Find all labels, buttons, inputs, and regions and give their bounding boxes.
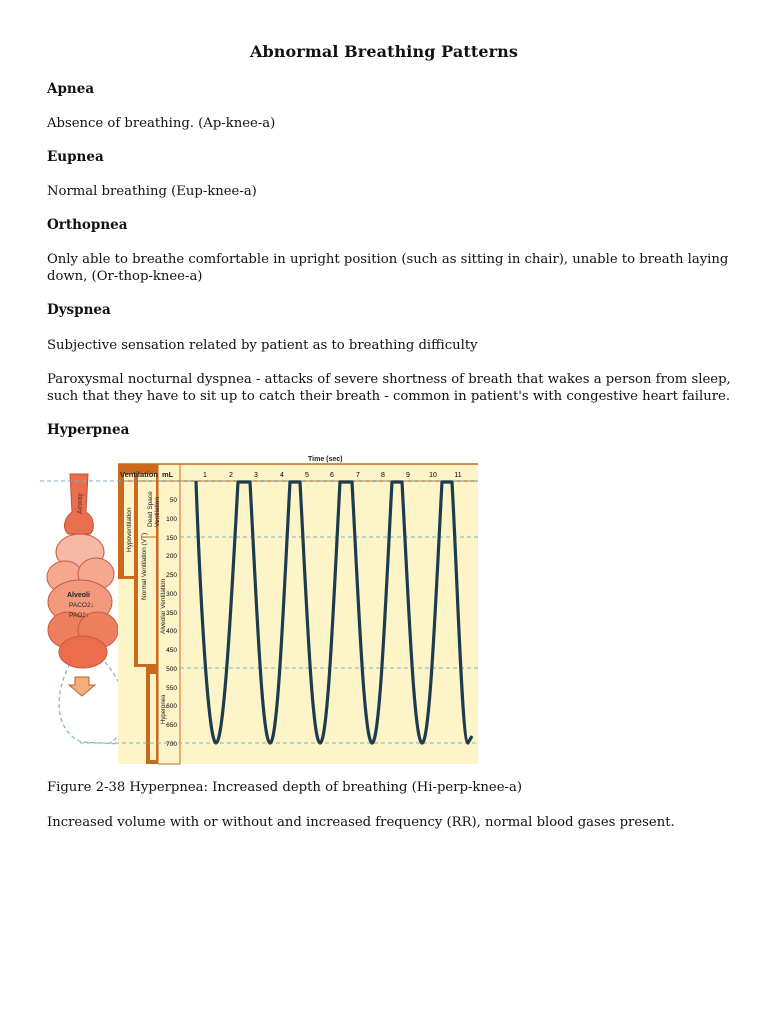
figure-caption: Figure 2-38 Hyperpnea: Increased depth of breathing (Hi-perp-knee-a) bbox=[47, 780, 522, 795]
time-tick: 5 bbox=[305, 472, 309, 479]
hyperpnea-figure bbox=[40, 452, 480, 767]
paragraph-hyperpnea: Increased volume with or without and increased frequency (RR), normal blood gases present. bbox=[47, 815, 675, 830]
hyperpnea-band bbox=[150, 674, 156, 760]
time-axis-label: Time (sec) bbox=[308, 456, 343, 463]
hyperpnea-diagram bbox=[40, 452, 480, 767]
time-tick: 11 bbox=[454, 472, 462, 479]
ml-tick: 100 bbox=[166, 516, 177, 523]
exhale-arrow-icon bbox=[69, 677, 95, 696]
paragraph-dyspnea-2: Paroxysmal nocturnal dyspnea - attacks of severe shortness of breath that wakes a person from sleep, such that they have to sit up to catch their breath - common in patient's with congestive heart failure. bbox=[47, 372, 731, 404]
ml-tick: 550 bbox=[166, 685, 177, 692]
heading-hyperpnea: Hyperpnea bbox=[47, 422, 130, 438]
ml-tick: 500 bbox=[166, 666, 177, 673]
ml-tick: 50 bbox=[169, 497, 177, 504]
time-tick: 10 bbox=[429, 472, 437, 479]
time-tick: 9 bbox=[406, 472, 410, 479]
hyperpnea-band-label: Hyperpnea bbox=[161, 694, 167, 724]
ml-tick: 450 bbox=[166, 647, 177, 654]
pao2-label: PAO2↑ bbox=[69, 612, 90, 619]
document-title: Abnormal Breathing Patterns bbox=[250, 42, 518, 61]
ml-tick: 650 bbox=[166, 722, 177, 729]
paragraph-apnea: Absence of breathing. (Ap-knee-a) bbox=[47, 116, 276, 131]
time-tick: 2 bbox=[229, 472, 233, 479]
alveoli-cluster bbox=[47, 534, 118, 668]
paco2-label: PACO2↓ bbox=[69, 602, 94, 609]
ml-tick: 700 bbox=[166, 741, 177, 748]
hypoventilation-label: Hypoventilation bbox=[126, 507, 133, 552]
ml-tick: 600 bbox=[166, 703, 177, 710]
airway-label: Airway bbox=[77, 492, 84, 514]
alveoli-label: Alveoli bbox=[67, 592, 90, 599]
dead-space-label-1: Dead Space bbox=[147, 491, 154, 527]
alveolar-ventilation-label: Alveolar Ventilation bbox=[160, 578, 167, 634]
ml-column-header: mL bbox=[162, 470, 174, 479]
ml-tick: 250 bbox=[166, 572, 177, 579]
normal-ventilation-label: Normal Ventilation (VT) bbox=[141, 532, 148, 600]
heading-eupnea: Eupnea bbox=[47, 149, 104, 165]
ml-tick: 300 bbox=[166, 591, 177, 598]
time-tick: 7 bbox=[356, 472, 360, 479]
heading-apnea: Apnea bbox=[47, 81, 95, 97]
heading-dyspnea: Dyspnea bbox=[47, 302, 111, 318]
time-tick: 6 bbox=[330, 472, 334, 479]
paragraph-eupnea: Normal breathing (Eup-knee-a) bbox=[47, 184, 257, 199]
ventilation-column-header: Ventilation bbox=[120, 470, 158, 479]
ml-tick: 150 bbox=[166, 535, 177, 542]
paragraph-dyspnea-1: Subjective sensation related by patient as to breathing difficulty bbox=[47, 338, 478, 353]
time-tick: 4 bbox=[280, 472, 284, 479]
time-tick: 3 bbox=[254, 472, 258, 479]
ml-tick: 200 bbox=[166, 553, 177, 560]
ml-tick: 350 bbox=[166, 610, 177, 617]
time-tick: 1 bbox=[203, 472, 207, 479]
paragraph-orthopnea: Only able to breathe comfortable in upright position (such as sitting in chair), unable to breath laying down, (Or-thop-knee-a) bbox=[47, 252, 729, 284]
ml-tick: 400 bbox=[166, 628, 177, 635]
time-tick: 8 bbox=[381, 472, 385, 479]
heading-orthopnea: Orthopnea bbox=[47, 217, 128, 233]
dead-space-label-2: Ventilation bbox=[154, 497, 161, 527]
